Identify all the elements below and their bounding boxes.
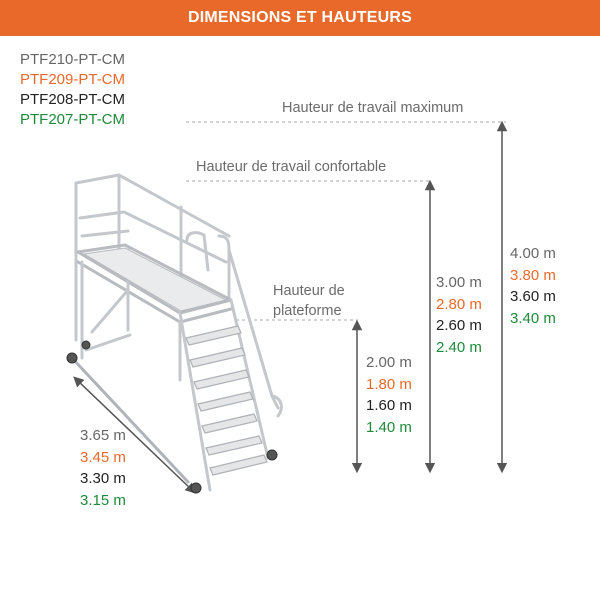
page-title: DIMENSIONS ET HAUTEURS [188, 9, 412, 26]
comfort-height-values [436, 272, 482, 358]
length-values [80, 425, 126, 511]
comfort-height-ptf207: 2.40 m [436, 338, 482, 356]
platform-height-label-line1: Hauteur de [273, 283, 345, 299]
model-ptf209: PTF209-PT-CM [20, 71, 126, 88]
comfort-height-ptf209: 2.80 m [436, 295, 482, 313]
max-height-ptf209: 3.80 m [510, 266, 556, 284]
length-ptf209: 3.45 m [80, 448, 126, 466]
platform-height-ptf210: 2.00 m [366, 354, 412, 371]
max-height-ptf210: 4.00 m [510, 245, 556, 262]
comfort-height-ptf210: 3.00 m [436, 274, 482, 291]
max-height-ptf207: 3.40 m [510, 309, 556, 327]
max-height-ptf208: 3.60 m [510, 288, 556, 305]
platform-height-values [366, 352, 412, 438]
model-ptf210: PTF210-PT-CM [20, 51, 126, 68]
length-ptf208: 3.30 m [80, 470, 126, 487]
length-ptf210: 3.65 m [80, 427, 126, 444]
model-ptf207: PTF207-PT-CM [20, 111, 126, 128]
comfort-height-label: Hauteur de travail confortable [196, 159, 387, 175]
max-height-values [510, 243, 556, 329]
max-height-label: Hauteur de travail maximum [282, 100, 464, 116]
model-ptf208: PTF208-PT-CM [20, 91, 126, 108]
length-ptf207: 3.15 m [80, 491, 126, 509]
comfort-height-ptf208: 2.60 m [436, 317, 482, 334]
platform-height-ptf207: 1.40 m [366, 418, 412, 436]
platform-height-ptf209: 1.80 m [366, 375, 412, 393]
platform-height-ptf208: 1.60 m [366, 397, 412, 414]
platform-height-label-line2: plateforme [273, 303, 342, 319]
